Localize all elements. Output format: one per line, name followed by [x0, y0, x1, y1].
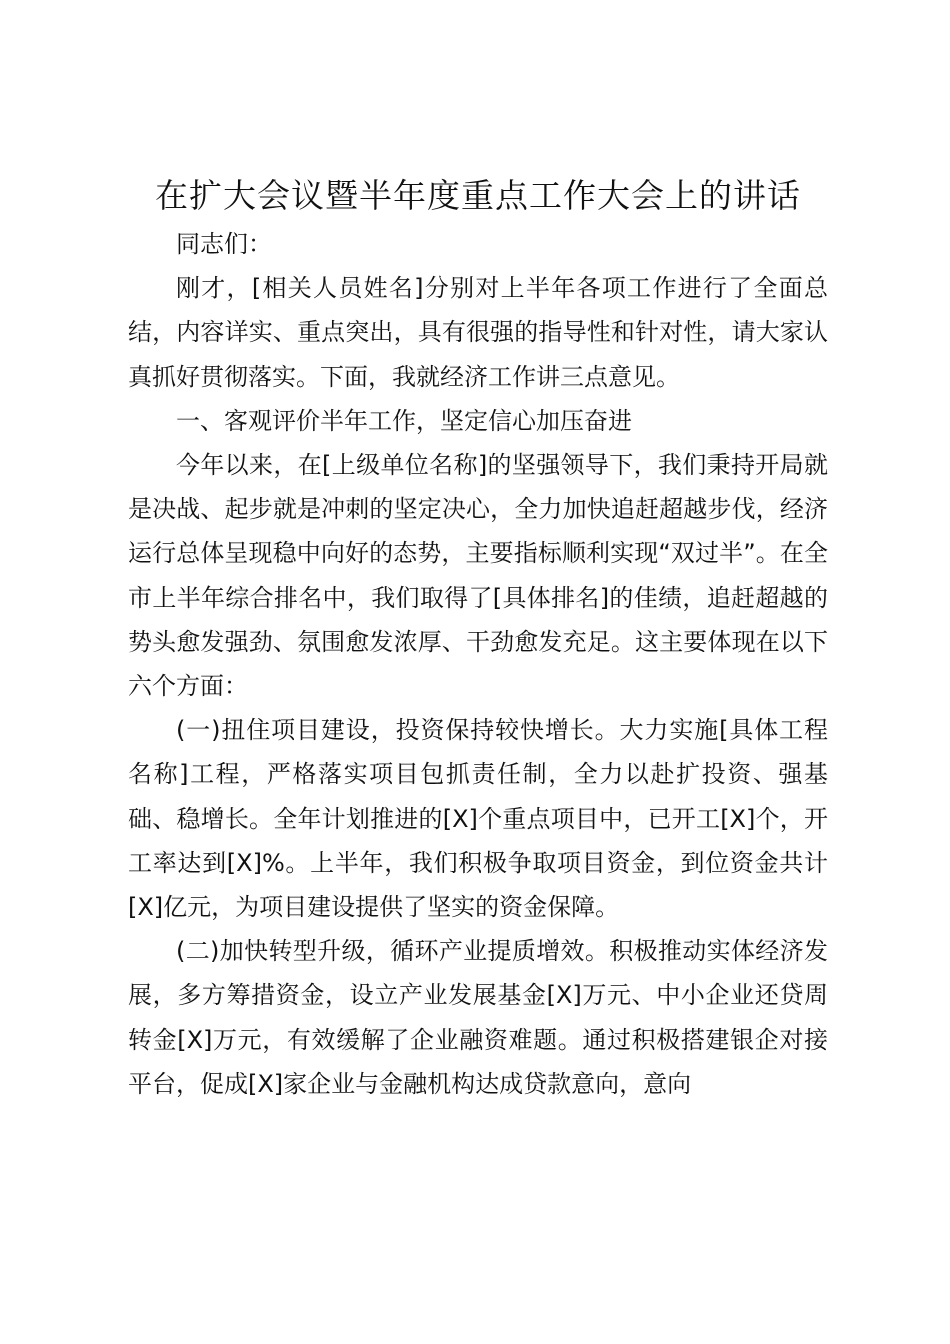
document-body	[128, 222, 828, 1106]
salutation: 同志们：	[176, 230, 272, 258]
paragraph-overview: 今年以来，在[上级单位名称]的坚强领导下，我们秉持开局就是决战、起步就是冲刺的坚定决心，全力加快追赶超越步伐，经济运行总体呈现稳中向好的态势，主要指标顺利实现“双过半”。在全市上半年综合排名中，我们取得了[具体排名]的佳绩，追赶超越的势头愈发强劲、氛围愈发浓厚、干劲愈发充足。这主要体现在以下六个方面：	[128, 451, 828, 701]
paragraph-point-1: (一)扭住项目建设，投资保持较快增长。大力实施[具体工程名称]工程，严格落实项目包抓责任制，全力以赴扩投资、强基础、稳增长。全年计划推进的[X]个重点项目中，已开工[X]个，开工率达到[X]%。上半年，我们积极争取项目资金，到位资金共计[X]亿元，为项目建设提供了坚实的资金保障。	[128, 716, 828, 922]
document-title: 在扩大会议暨半年度重点工作大会上的讲话	[155, 176, 801, 215]
paragraph-point-2: (二)加快转型升级，循环产业提质增效。积极推动实体经济发展，多方筹措资金，设立产业发展基金[X]万元、中小企业还贷周转金[X]万元，有效缓解了企业融资难题。通过积极搭建银企对接平台，促成[X]家企业与金融机构达成贷款意向，意向	[128, 937, 828, 1098]
section-heading-1: 一、客观评价半年工作，坚定信心加压奋进	[176, 406, 632, 435]
paragraph-intro: 刚才，[相关人员姓名]分别对上半年各项工作进行了全面总结，内容详实、重点突出，具有很强的指导性和针对性，请大家认真抓好贯彻落实。下面，我就经济工作讲三点意见。	[128, 274, 828, 391]
